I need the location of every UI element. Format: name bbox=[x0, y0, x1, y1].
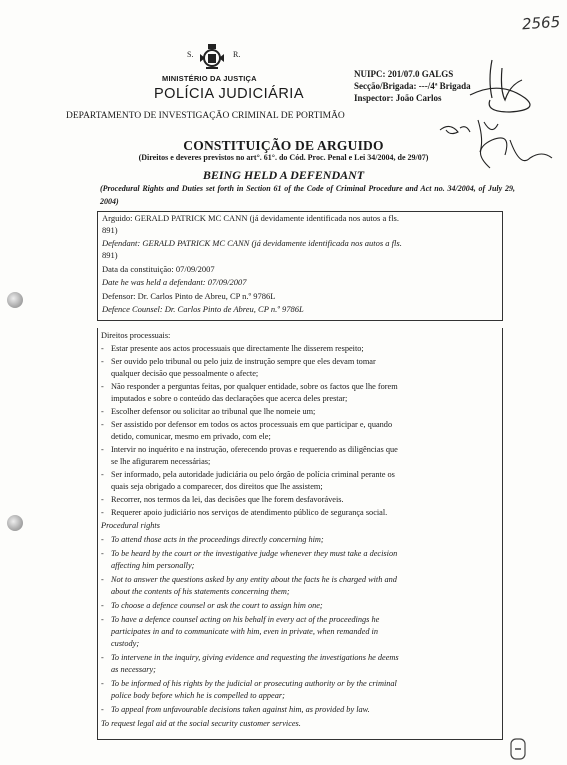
bullet-dash: - bbox=[101, 575, 104, 584]
ministry-name: MINISTÉRIO DA JUSTIÇA bbox=[162, 74, 257, 83]
right-pt-item: Ser ouvido pelo tribunal ou pelo juiz de instrução sempre que eles devam tomar bbox=[111, 357, 376, 366]
defendant-details-box bbox=[97, 211, 503, 321]
bullet-dash: - bbox=[101, 420, 104, 429]
right-en-item-cont: as necessary; bbox=[111, 665, 156, 674]
scan-marker-icon bbox=[510, 738, 526, 760]
bullet-dash: - bbox=[101, 407, 104, 416]
right-en-item: To be heard by the court or the investigative judge whenever they must take a decision bbox=[111, 549, 398, 558]
right-pt-item: Requerer apoio judiciário nos serviços de atendimento público de segurança social. bbox=[111, 508, 388, 517]
right-pt-item-cont: detido, comunicar, mesmo em privado, com ele; bbox=[111, 432, 271, 441]
constitution-date-en: Date he was held a defendant: 07/09/2007 bbox=[102, 277, 247, 287]
coat-of-arms-icon bbox=[197, 42, 227, 72]
right-pt-item-cont: qualquer decisão que pessoalmente o afecte; bbox=[111, 369, 259, 378]
right-pt-item: Não responder a perguntas feitas, por qualquer entidade, sobre os factos que lhe forem bbox=[111, 382, 398, 391]
bullet-dash: - bbox=[101, 705, 104, 714]
punch-hole-top bbox=[7, 292, 23, 308]
rights-box bbox=[97, 328, 503, 740]
nuipc-number: NUIPC: 201/07.0 GALGS bbox=[354, 69, 454, 79]
bullet-dash: - bbox=[101, 653, 104, 662]
bullet-dash: - bbox=[101, 549, 104, 558]
document-subtitle-en: (Procedural Rights and Duties set forth in Section 61 of the Code of Criminal Procedure and Act no. 34/2004, of July 29, 2004) bbox=[100, 184, 515, 206]
rights-en-heading: Procedural rights bbox=[101, 521, 160, 530]
document-title-pt: CONSTITUIÇÃO DE ARGUIDO bbox=[183, 138, 384, 153]
bullet-dash: - bbox=[101, 508, 104, 517]
punch-hole-bottom bbox=[7, 515, 23, 531]
right-en-item-cont: about the contents of his statements concerning them; bbox=[111, 587, 290, 596]
right-pt-item: Escolher defensor ou solicitar ao tribunal que lhe nomeie um; bbox=[111, 407, 316, 416]
bullet-dash: - bbox=[101, 615, 104, 624]
right-en-item: To be informed of his rights by the judicial or prosecuting authority or by the criminal bbox=[111, 679, 397, 688]
document-title-en: BEING HELD A DEFENDANT bbox=[202, 168, 365, 182]
agency-name: POLÍCIA JUDICIÁRIA bbox=[154, 86, 305, 102]
crest-letter-r: R. bbox=[233, 50, 241, 59]
right-pt-item: Intervir no inquérito e na instrução, oferecendo provas e requerendo as diligências que bbox=[111, 445, 398, 454]
right-pt-item: Ser informado, pela autoridade judiciária ou pelo órgão de polícia criminal perante os bbox=[111, 470, 395, 479]
bullet-dash: - bbox=[101, 495, 104, 504]
document-subtitle-pt: (Direitos e deveres previstos no art°. 61°. do Cód. Proc. Penal e Lei 34/2004, de 29/07) bbox=[138, 153, 429, 162]
right-en-item: To intervene in the inquiry, giving evidence and requesting the investigations he deems bbox=[111, 653, 399, 662]
defence-counsel-en: Defence Counsel: Dr. Carlos Pinto de Abreu, CP n.º 9786L bbox=[102, 304, 304, 314]
bullet-dash: - bbox=[101, 679, 104, 688]
right-pt-item: Ser assistido por defensor em todos os actos processuais em que participar e, quando bbox=[111, 420, 393, 429]
bullet-dash: - bbox=[101, 470, 104, 479]
right-pt-item-cont: imputados e sobre o conteúdo das declarações que acerca deles prestar; bbox=[111, 394, 348, 403]
defendant-line-en: Defendant: GERALD PATRICK MC CANN (já devidamente identificada nos autos a fls. bbox=[102, 238, 402, 248]
inspector-name: Inspector: João Carlos bbox=[354, 93, 442, 103]
right-pt-item: Recorrer, nos termos da lei, das decisões que lhe forem desfavoráveis. bbox=[111, 495, 344, 504]
defence-counsel-pt: Defensor: Dr. Carlos Pinto de Abreu, CP n.º 9786L bbox=[102, 291, 276, 301]
right-en-item: To choose a defence counsel or ask the court to assign him one; bbox=[111, 601, 323, 610]
section-brigade: Secção/Brigada: ---/4ª Brigada bbox=[354, 81, 471, 91]
right-pt-item-cont: se lhe afigurarem necessárias; bbox=[111, 457, 211, 466]
bullet-dash: - bbox=[101, 535, 104, 544]
bullet-dash: - bbox=[101, 445, 104, 454]
defendant-line-en-cont: 891) bbox=[102, 250, 118, 260]
bullet-dash: - bbox=[101, 357, 104, 366]
right-en-item: Not to answer the questions asked by any entity about the facts he is charged with and bbox=[111, 575, 397, 584]
right-en-item-cont: police body before which he is compelled to appear; bbox=[111, 691, 285, 700]
department-name: DEPARTAMENTO DE INVESTIGAÇÃO CRIMINAL DE PORTIMÃO bbox=[66, 111, 345, 121]
right-en-item-cont: participates in and to communicate with him, even in private, when remanded in bbox=[111, 627, 378, 636]
right-en-item-cont: affecting him personally; bbox=[111, 561, 195, 570]
right-en-item: To appeal from unfavourable decisions taken against him, as provided by law. bbox=[111, 705, 370, 714]
bullet-dash: - bbox=[101, 382, 104, 391]
defendant-line-cont: 891) bbox=[102, 225, 118, 235]
defendant-line: Arguido: GERALD PATRICK MC CANN (já devidamente identificada nos autos a fls. bbox=[102, 213, 399, 223]
right-en-item: To attend those acts in the proceedings directly concerning him; bbox=[111, 535, 324, 544]
crest-letter-s: S. bbox=[187, 50, 194, 59]
bullet-dash: - bbox=[101, 344, 104, 353]
right-pt-item: Estar presente aos actos processuais que directamente lhe disserem respeito; bbox=[111, 344, 364, 353]
right-en-item: To have a defence counsel acting on his behalf in every act of the proceedings he bbox=[111, 615, 380, 624]
constitution-date: Data da constituição: 07/09/2007 bbox=[102, 264, 215, 274]
bullet-dash: - bbox=[101, 601, 104, 610]
rights-pt-heading: Direitos processuais: bbox=[101, 331, 171, 340]
right-pt-item-cont: quais seja obrigado a comparecer, dos direitos que lhe assistem; bbox=[111, 482, 323, 491]
right-en-item-cont: custody; bbox=[111, 639, 140, 648]
right-en-item: To request legal aid at the social security customer services. bbox=[101, 719, 301, 728]
page-number: 2565 bbox=[521, 12, 561, 34]
